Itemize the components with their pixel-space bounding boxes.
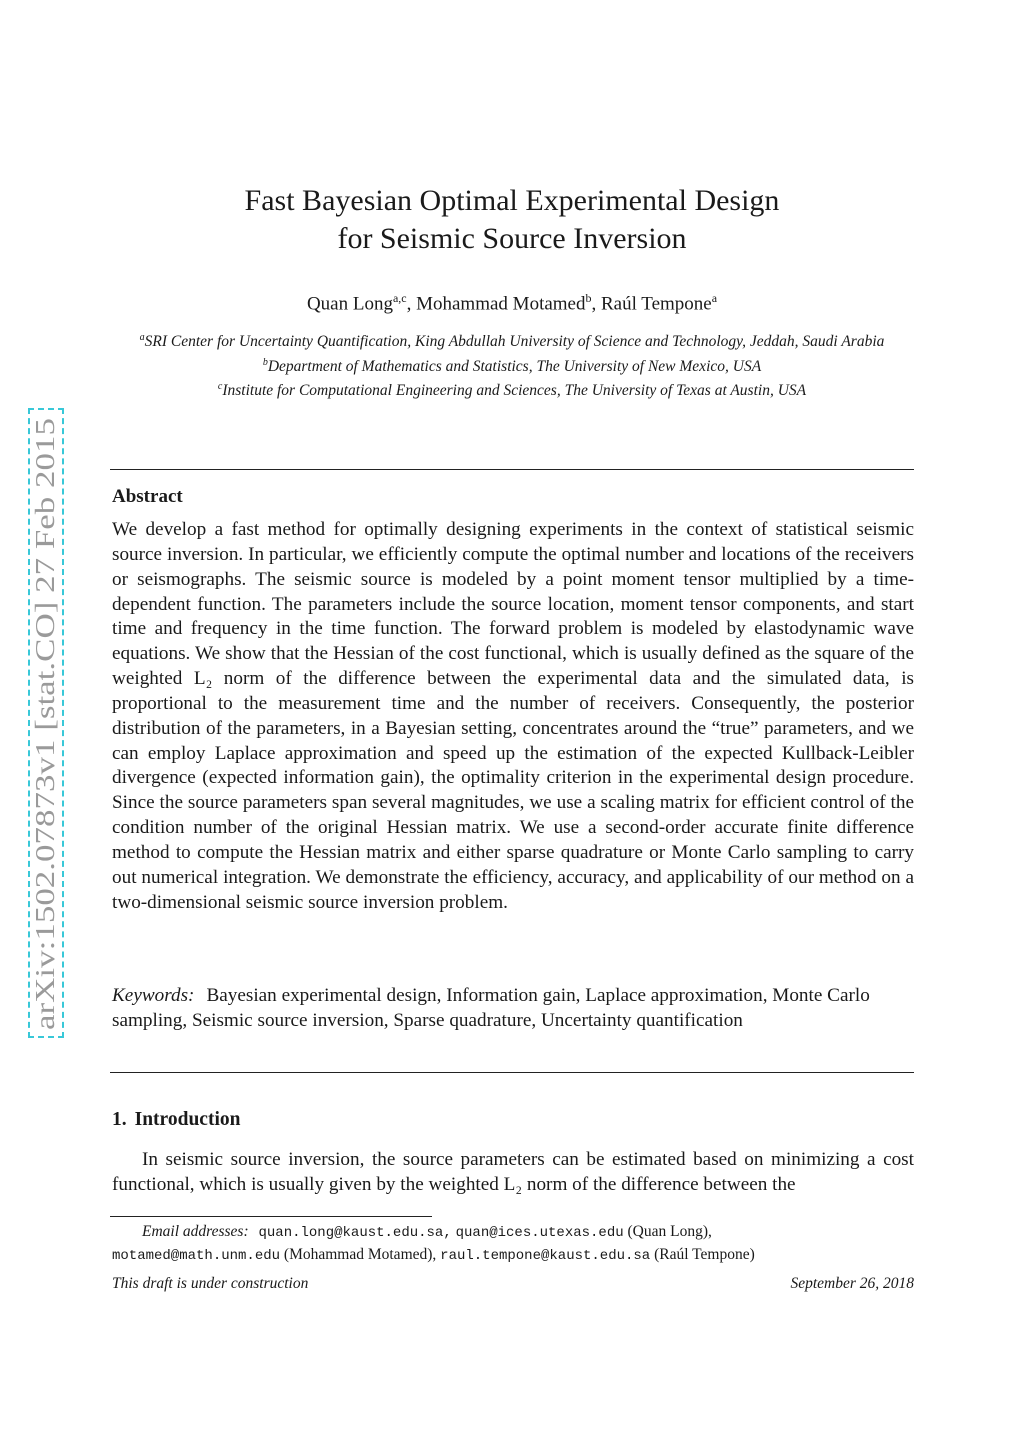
email-link[interactable]: raul.tempone@kaust.edu.sa (440, 1248, 651, 1264)
abstract-bottom-rule (110, 1072, 914, 1073)
section-heading (112, 1109, 240, 1131)
affiliation (110, 353, 914, 378)
abstract-top-rule (110, 469, 914, 470)
author-name: Raúl Tempone (601, 293, 712, 315)
footnote (112, 1221, 914, 1267)
email-link[interactable]: motamed@math.unm.edu (112, 1248, 281, 1264)
arxiv-stamp[interactable] (28, 408, 64, 1038)
author-name: Quan Long (306, 293, 393, 315)
section-number: 1. (112, 1109, 127, 1130)
affiliation-mark: a (139, 332, 145, 343)
affiliation (110, 377, 914, 402)
title-line-2: for Seismic Source Inversion (337, 222, 687, 255)
arxiv-id: arXiv:1502.07873v1 [stat.CO] 27 Feb 2015 (30, 557, 60, 1030)
affiliation-text: SRI Center for Uncertainty Quantification, King Abdullah University of Science and Technology, Jeddah, Saudi Arabia (144, 333, 885, 351)
keywords (112, 984, 914, 1034)
email-link[interactable]: quan@ices.utexas.edu (455, 1225, 624, 1241)
author-affiliation-mark: a (711, 291, 718, 305)
email-label: Email addresses: (142, 1223, 249, 1240)
email-owner: (Mohammad Motamed), (283, 1246, 437, 1263)
affiliation-text: Institute for Computational Engineering and Sciences, The University of Texas at Austin, USA (222, 382, 807, 400)
title-line-1: Fast Bayesian Optimal Experimental Design (244, 184, 780, 217)
email-link[interactable]: quan.long@kaust.edu.sa, (258, 1225, 452, 1241)
paper-title (110, 182, 914, 258)
author-affiliation-mark: a,c (392, 291, 407, 305)
email-owner: (Quan Long), (627, 1223, 712, 1240)
affiliation-mark: c (217, 381, 223, 393)
email-owner: (Raúl Tempone) (654, 1246, 755, 1263)
footnote-rule (110, 1216, 432, 1217)
affiliation (110, 328, 914, 353)
affiliation-mark: b (262, 356, 268, 368)
footer-date: September 26, 2018 (790, 1275, 914, 1292)
abstract-heading: Abstract (112, 486, 183, 507)
author-affiliation-mark: b (585, 291, 592, 305)
affiliation-list (110, 328, 914, 402)
author-list: Quan Long$^{a,c}$, Mohammad Motamed$^b$, Raúl Tempone$^a$ (306, 291, 718, 315)
abstract-text: We develop a fast method for optimally designing experiments in the context of statistical seismic source inversion. In particular, we efficiently compute the optimal number and locations of the receivers or seismographs. The seismic source is modeled by a point moment tensor multiplied by a time-dependent function. The parameters include the source location, moment tensor components, and start time and frequency in the time function. The forward problem is modeled by elastodynamic wave equations. We show that the Hessian of the cost functional, which is usually defined as the square of the weighted L₂ norm of the difference between the experimental data and the simulated data, is proportional to the measurement time and the number of receivers. Consequently, the posterior distribution of the parameters, in a Bayesian setting, concentrates around the “true” parameters, and we can employ Laplace approximation and speed up the estimation of the expected Kullback-Leibler divergence (expected information gain), the optimality criterion in the experimental design procedure. Since the source parameters span several magnitudes, we use a scaling matrix for efficient control of the condition number of the original Hessian matrix. We use a second-order accurate finite difference method to compute the Hessian matrix and either sparse quadrature or Monte Carlo sampling to carry out numerical integration. We demonstrate the efficiency, accuracy, and applicability of our method on a two-dimensional seismic source inversion problem. (112, 519, 914, 913)
affiliation-text: Department of Mathematics and Statistics, The University of New Mexico, USA (267, 357, 762, 375)
introduction-text: In seismic source inversion, the source parameters can be estimated based on minimizing a cost functional, which is usually given by the weighted L₂ norm of the difference between the (112, 1149, 914, 1195)
arxiv-stamp-graphic (30, 410, 62, 1036)
keywords-label: Keywords: (112, 985, 195, 1006)
keywords-text: Bayesian experimental design, Information gain, Laplace approximation, Monte Carlo sampling, Seismic source inversion, Sparse quadrature, Uncertainty quantification (112, 985, 870, 1031)
author-name: Mohammad Motamed (416, 293, 586, 315)
section-title: Introduction (134, 1109, 241, 1130)
draft-note: This draft is under construction (112, 1275, 309, 1292)
